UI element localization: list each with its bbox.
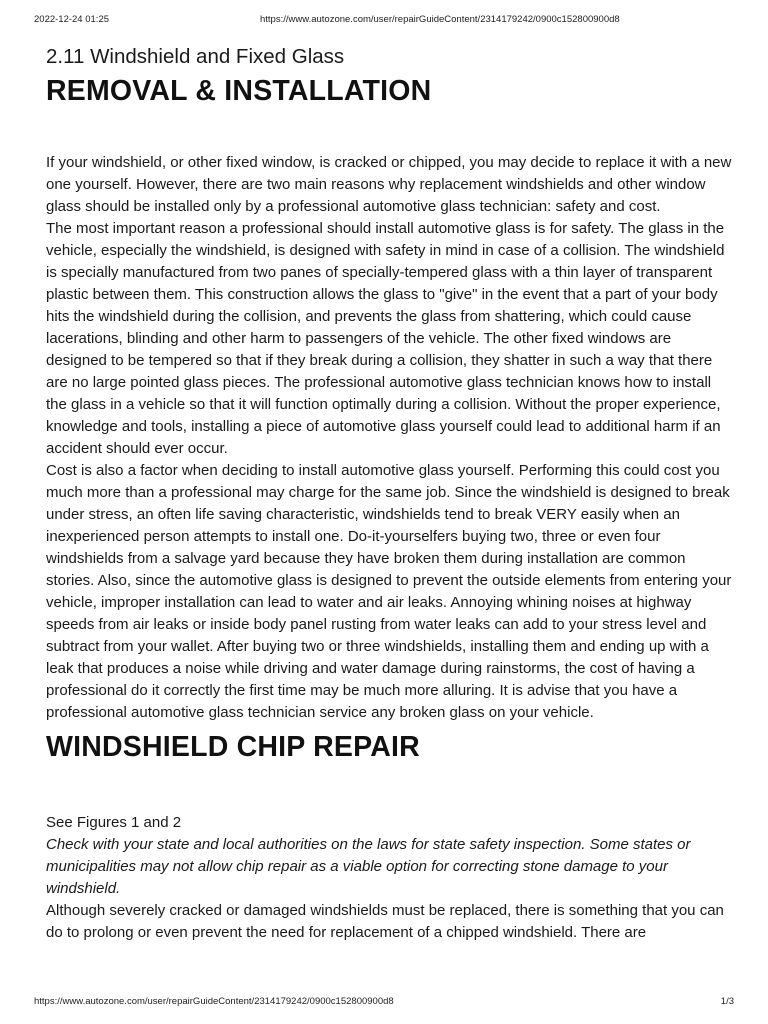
- print-url: https://www.autozone.com/user/repairGuideContent/2314179242/0900c152800900d8: [260, 14, 620, 25]
- footer-url: https://www.autozone.com/user/repairGuideContent/2314179242/0900c152800900d8: [34, 996, 394, 1007]
- print-footer: [34, 996, 734, 1010]
- article: [46, 44, 732, 944]
- paragraph-cost: Cost is also a factor when deciding to install automotive glass yourself. Performing this could cost you much more than a professional may charge for the same job. Since the windshield is designed to break under stress, an often life saving characteristic, windshields tend to break VERY easily when an inexperienced person attempts to install one. Do-it-yourselfers buying two, three or even four windshields from a salvage yard because they have broken them during installation are common stories. Also, since the automotive glass is designed to prevent the outside elements from entering your vehicle, improper installation can lead to water and air leaks. Annoying whining noises at highway speeds from air leaks or inside body panel rusting from water leaks can add to your stress level and subtract from your wallet. After buying two or three windshields, installing them and ending up with a leak that produces a noise while driving and water damage during rainstorms, the cost of having a professional do it correctly the first time may be much more alluring. It is advise that you have a professional automotive glass technician service any broken glass on your vehicle.: [46, 462, 732, 721]
- heading-windshield-chip-repair: WINDSHIELD CHIP REPAIR: [46, 731, 420, 763]
- chip-repair-note: Check with your state and local authorities on the laws for state safety inspection. Some states or municipalities may not allow chip repair as a viable option for correcting stone damage to your windshield.: [46, 836, 691, 897]
- print-header: [34, 14, 734, 28]
- print-date: 2022-12-24 01:25: [34, 14, 110, 25]
- heading-removal-installation: REMOVAL & INSTALLATION: [46, 75, 432, 107]
- figures-reference: See Figures 1 and 2: [46, 814, 182, 831]
- paragraph-chip-repair: Although severely cracked or damaged windshields must be replaced, there is something that you can do to prolong or even prevent the need for replacement of a chipped windshield. There are: [46, 902, 724, 941]
- paragraph-intro: If your windshield, or other fixed window, is cracked or chipped, you may decide to replace it with a new one yourself. However, there are two main reasons why replacement windshields and other window glass should be installed only by a professional automotive glass technician: safety and cost.: [46, 154, 732, 215]
- article-subtitle: 2.11 Windshield and Fixed Glass: [46, 45, 345, 68]
- page-number: 1/3: [720, 996, 734, 1007]
- paragraph-safety: The most important reason a professional should install automotive glass is for safety. The glass in the vehicle, especially the windshield, is designed with safety in mind in case of a collision. The windshield is specially manufactured from two panes of specially-tempered glass with a thin layer of transparent plastic between them. This construction allows the glass to "give" in the event that a part of your body hits the windshield during the collision, and prevents the glass from shattering, which could cause lacerations, blinding and other harm to passengers of the vehicle. The other fixed windows are designed to be tempered so that if they break during a collision, they shatter in such a way that there are no large pointed glass pieces. The professional automotive glass technician knows how to install the glass in a vehicle so that it will function optimally during a collision. Without the proper experience, knowledge and tools, installing a piece of automotive glass yourself could lead to additional harm if an accident should ever occur.: [46, 220, 725, 457]
